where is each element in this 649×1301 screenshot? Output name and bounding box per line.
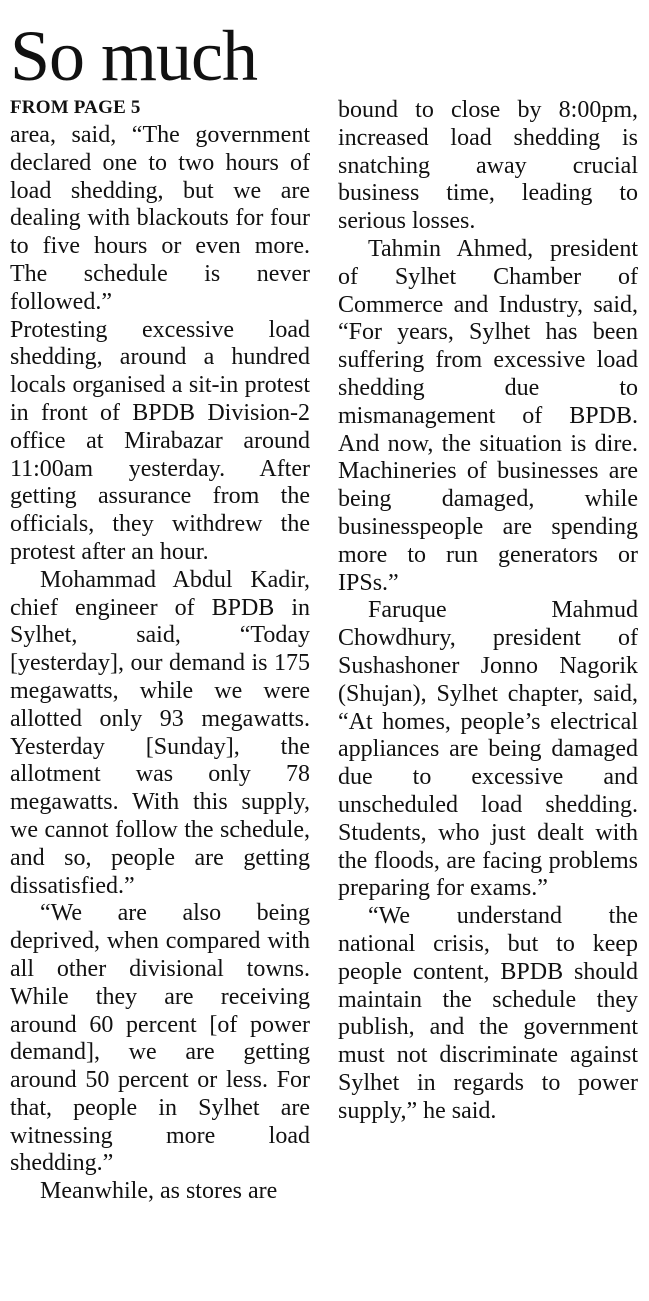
paragraph: bound to close by 8:00pm, increased load shedding is snatching away crucial business time, leading to serious losses. [338, 97, 638, 235]
paragraph: Faruque Mahmud Chowdhury, president of Sushashoner Jonno Nagorik (Shujan), Sylhet chapter, said, “At homes, people’s electrical appliances are being damaged due to excessive and unscheduled load shedding. Students, who just dealt with the floods, are facing problems preparing for exams.” [338, 597, 638, 902]
jump-label: FROM PAGE 5 [10, 97, 141, 118]
paragraph: “We are also being deprived, when compared with all other divisional towns. While they are receiving around 60 percent [of power demand], we are getting around 50 percent or less. For that, people in Sylhet are witnessing more load shedding.” [10, 900, 310, 1177]
paragraph: area, said, “The government declared one to two hours of load shedding, but we are dealing with blackouts for four to five hours or even more. The schedule is never followed.” [10, 122, 310, 315]
paragraph: Tahmin Ahmed, president of Sylhet Chamber of Commerce and Industry, said, “For years, Sylhet has been suffering from excessive load shedding due to mismanagement of BPDB. And now, the situation is dire. Machineries of businesses are being damaged, while businesspeople are spending more to run generators or IPSs.” [338, 235, 638, 596]
paragraph: Protesting excessive load shedding, around a hundred locals organised a sit-in protest in front of BPDB Division-2 office at Mirabazar around 11:00am yesterday. After getting assurance from the officials, they withdrew the protest after an hour. [10, 316, 310, 565]
headline: So much [10, 16, 258, 96]
paragraph: Meanwhile, as stores are [40, 1178, 278, 1205]
left-column [10, 96, 310, 1206]
right-column [338, 97, 638, 1125]
paragraph: Mohammad Abdul Kadir, chief engineer of BPDB in Sylhet, said, “Today [yesterday], our demand is 175 megawatts, while we were allotted only 93 megawatts. Yesterday [Sunday], the allotment was only 78 megawatts. With this supply, we cannot follow the schedule, and so, people are getting dissatisfied.” [10, 566, 310, 899]
paragraph: “We understand the national crisis, but to keep people content, BPDB should maintain the schedule they publish, and the government must not discriminate against Sylhet in regards to power supply,” he said. [338, 903, 638, 1124]
